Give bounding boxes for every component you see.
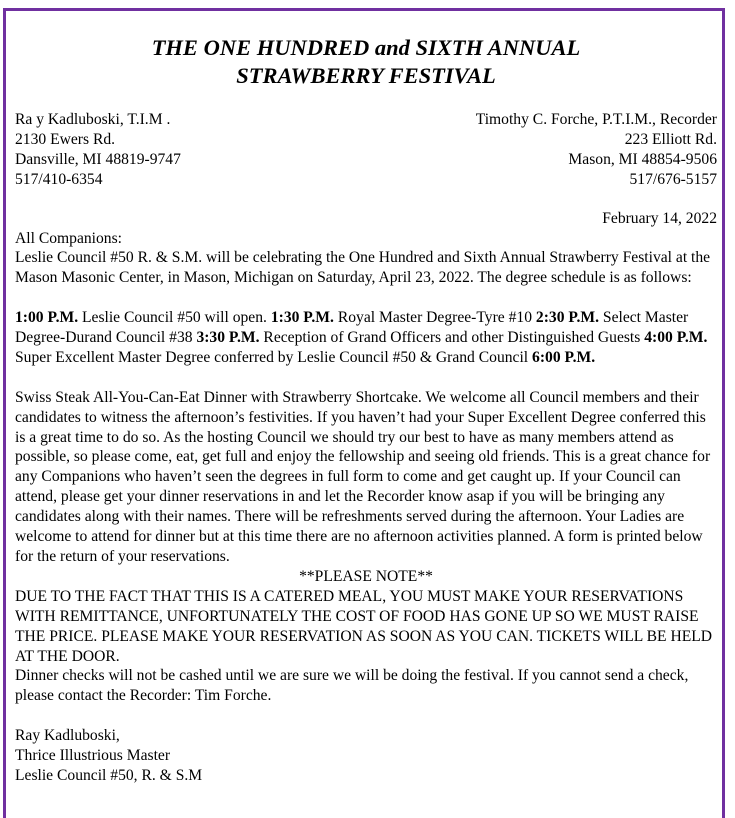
signature-org: Leslie Council #50, R. & S.M	[15, 766, 203, 784]
sender-city: Dansville, MI 48819-9747	[15, 150, 181, 168]
schedule-event: Reception of Grand Officers and other Distinguished Guests	[259, 329, 645, 347]
recorder-name: Timothy C. Forche, P.T.I.M., Recorder	[475, 111, 717, 128]
recorder-phone: 517/676-5157	[629, 170, 717, 188]
signature-name: Ray Kadluboski,	[15, 727, 120, 745]
schedule-event: Royal Master Degree-Tyre #10	[333, 309, 536, 327]
letter	[15, 34, 717, 786]
signature-block	[15, 726, 717, 786]
letter-title	[15, 34, 717, 90]
title-line-1: THE ONE HUNDRED and SIXTH ANNUAL	[151, 35, 581, 60]
recorder-street: 223 Elliott Rd.	[624, 130, 717, 148]
degree-schedule	[15, 308, 717, 368]
schedule-time: 1:00 P.M.	[15, 309, 79, 327]
note-text: DUE TO THE FACT THAT THIS IS A CATERED MEAL, YOU MUST MAKE YOUR RESERVATIONS WITH REMITTANCE, UNFORTUNATELY THE COST OF FOOD HAS GONE UP SO WE MUST RAISE THE PRICE. PLEASE MAKE YOUR RESERVATION AS SOON AS YOU CAN. TICKETS WILL BE HELD AT THE DOOR.	[15, 587, 713, 665]
intro-paragraph: Leslie Council #50 R. & S.M. will be celebrating the One Hundred and Sixth Annual Strawberry Festival at the Mason Masonic Center, in Mason, Michigan on Saturday, April 23, 2022. The degree schedule is as follows:	[15, 249, 711, 287]
schedule-event: Select Master Degree-Durand Council #38	[15, 309, 689, 347]
letter-date: February 14, 2022	[602, 209, 717, 227]
schedule-event: Leslie Council #50 will open.	[78, 309, 271, 327]
salutation: All Companions:	[15, 229, 122, 247]
sender-street: 2130 Ewers Rd.	[15, 130, 116, 148]
sender-name: Ra y Kadluboski, T.I.M .	[15, 111, 171, 128]
schedule-time: 6:00 P.M.	[532, 348, 596, 366]
schedule-time: 4:00 P.M.	[644, 329, 708, 347]
title-line-2: STRAWBERRY FESTIVAL	[236, 63, 496, 88]
schedule-time: 2:30 P.M.	[535, 309, 600, 327]
note-heading: **PLEASE NOTE**	[299, 567, 433, 585]
body-paragraph: Swiss Steak All-You-Can-Eat Dinner with Strawberry Shortcake. We welcome all Council members and their candidates to witness the afternoon’s festivities. If you haven’t had your Super Excellent Degree conferred this is a great time to do so. As the hosting Council we should try our best to have as many members attend as possible, so please come, eat, get full and enjoy the fellowship and seeing old friends. This is a great chance for any Companions who haven’t seen the degrees in full form to come and get caught up. If your Council can attend, please get your dinner reservations in and let the Recorder know asap if you will be bringing any candidates along with their names. There will be refreshments served during the afternoon. Your Ladies are welcome to attend for dinner but at this time there are no afternoon activities planned. A form is printed below for the return of your reservations.	[15, 388, 711, 565]
schedule-time: 1:30 P.M.	[270, 309, 334, 327]
address-block	[15, 110, 717, 190]
schedule-event: Super Excellent Master Degree conferred by Leslie Council #50 & Grand Council	[15, 348, 533, 366]
sender-address	[15, 110, 181, 190]
signature-title: Thrice Illustrious Master	[15, 747, 171, 765]
sender-phone: 517/410-6354	[15, 170, 103, 188]
schedule-time: 3:30 P.M.	[196, 329, 260, 347]
checks-text: Dinner checks will not be cashed until we are sure we will be doing the festival. If you cannot send a check, please contact the Recorder: Tim Forche.	[15, 667, 689, 705]
recorder-city: Mason, MI 48854-9506	[568, 150, 717, 168]
recorder-address	[476, 110, 717, 190]
